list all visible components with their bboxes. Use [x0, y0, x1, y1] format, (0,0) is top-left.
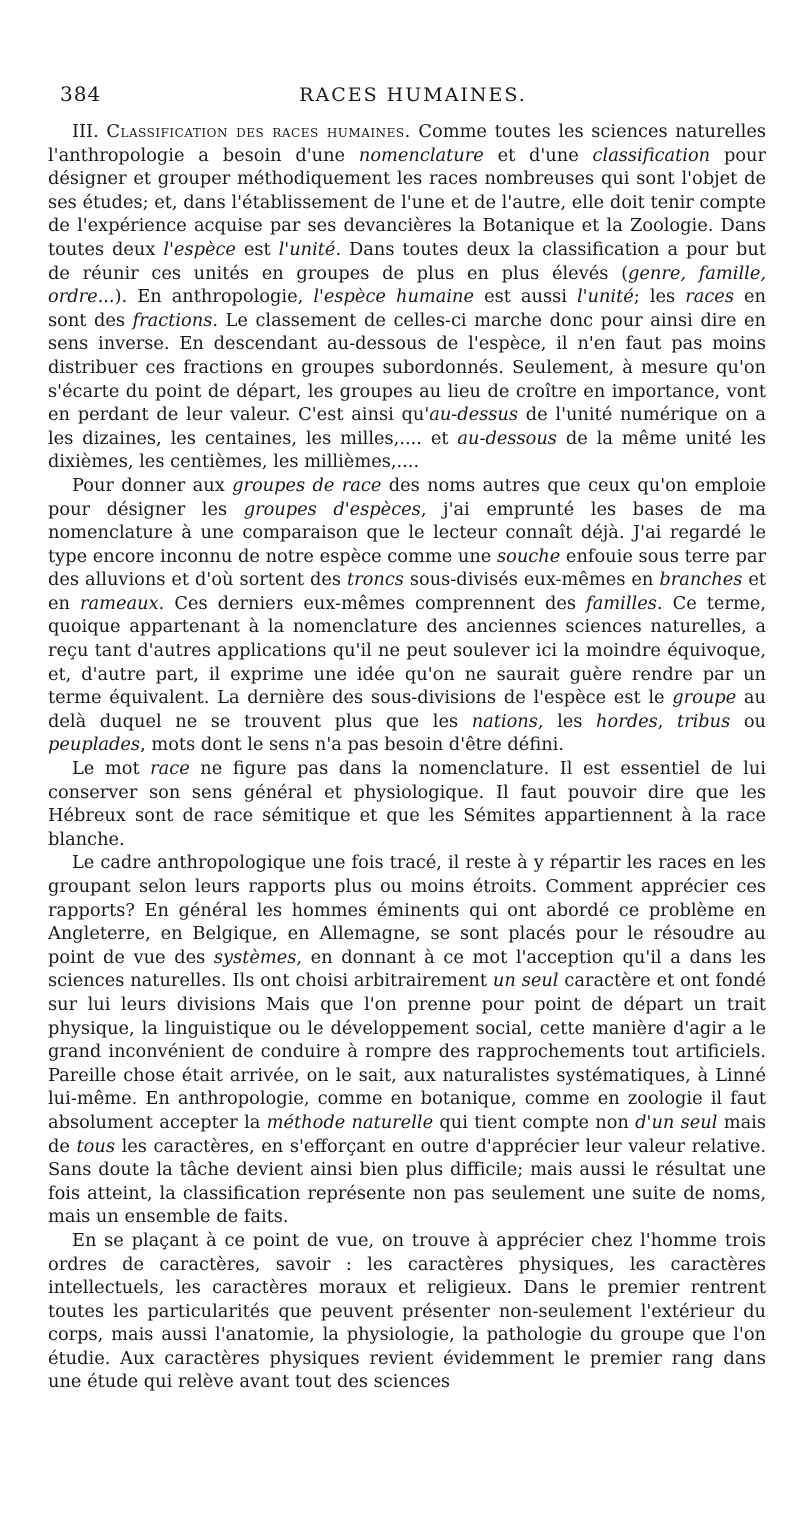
text-run: . Ces derniers eux-mêmes comprennent des [158, 592, 587, 614]
text-run: ne figure pas dans la nomenclature. Il est essentiel de lui conserver son sens général et physiologique. Il faut pouvoir dire que les Hébreux sont de race sémitique et que les Sémites appartiennent à la race blanche. [48, 758, 766, 850]
italic-text: hordes [596, 710, 658, 732]
text-run: , les [537, 710, 597, 732]
text-run: qui tient compte non [433, 1111, 636, 1133]
italic-text: groupes de race [232, 474, 382, 496]
text-run: des noms autres que ceux qu'on emploie pour désigner les [48, 474, 766, 520]
text-run: de la même unité les dixièmes, les centièmes, les millièmes,.... [48, 427, 766, 473]
paragraph [48, 757, 766, 851]
text-run: ). En anthropologie, [114, 286, 314, 308]
text-run: pour désigner et grouper méthodiquement les races nombreuses qui sont l'objet de ses études; et, dans l'établissement de l'une et de l'autre, elle doit tenir compte de l'expérience acquise par ses devancières la Botanique et la Zoologie. Dans toutes deux [48, 144, 766, 260]
italic-text: fractions [132, 309, 213, 331]
text-run: Comme toutes les sciences naturelles l'anthropologie a besoin d'une [48, 121, 766, 166]
text-run: Le cadre anthropologique une fois tracé, il reste à y répartir les races en les groupant selon leurs rapports plus ou moins étroits. Comment apprécier ces rapports? En général les hommes éminents qui ont abordé ce problème en Angleterre, en Belgique, en Allemagne, se sont placés pour le résoudre au point de vue des [48, 852, 766, 968]
italic-text: souche [497, 545, 561, 567]
italic-text: l'unité [576, 286, 634, 308]
section-number: III. [72, 121, 99, 142]
text-run: , [657, 710, 677, 732]
italic-text: groupe [672, 687, 737, 709]
text-run: les caractères, en s'efforçant en outre d'apprécier leur valeur relative. Sans doute la tâche devient ainsi bien plus difficile; mais aussi le résultat une fois atteint, la classification représente non pas seulement une suite de noms, mais un ensemble de faits. [48, 1135, 766, 1228]
page-number: 384 [60, 82, 102, 106]
italic-text: l'unité [278, 238, 336, 260]
running-head [60, 82, 766, 112]
italic-text: au-dessous [457, 427, 557, 449]
text-run: de l'unité numérique on a les dizaines, les centaines, les milles,.... et [48, 404, 766, 449]
italic-text: l'espèce humaine [313, 286, 475, 308]
text-run: , en donnant à ce mot l'acception qu'il a dans les sciences naturelles. Ils ont choisi arbitrairement [48, 946, 767, 992]
text-run: est aussi [474, 286, 577, 308]
text-run: ; les [633, 286, 686, 308]
paragraph [48, 851, 766, 1229]
text-run: sous-divisés eux-mêmes en [403, 569, 660, 591]
text-run: caractère et ont fondé sur lui leurs divisions Mais que l'on prenne pour point de départ un trait physique, la linguistique ou le développement social, cette manière d'agir a le grand inconvénient de conduire à rompre des rapprochements tout artificiels. Pareille chose était arrivée, on le sait, aux naturalistes systématiques, à Linné lui-même. En anthropologie, comme en botanique, comme en zoologie il faut absolument accepter la [48, 970, 766, 1133]
paragraph [48, 1229, 766, 1394]
text-run: enfouie sous terre par des alluvions et d'où sortent des [48, 545, 766, 591]
text-run: . Ce terme, quoique appartenant à la nomenclature des anciennes sciences naturelles, a reçu tant d'autres applications qu'il ne peut soulever ici la moindre équivoque, et, d'autre part, il exprime une idée qu'on ne saurait guère rendre par un terme équivalent. La dernière des sous-divisions de l'espèce est le [48, 592, 766, 709]
italic-text: l'espèce [163, 238, 236, 260]
italic-text: race [150, 758, 190, 780]
italic-text: nomenclature [358, 144, 484, 166]
italic-text: rameaux [80, 592, 159, 614]
italic-text: branches [659, 569, 743, 591]
italic-text: un seul [492, 970, 559, 992]
section-heading: Classification des races humaines. [106, 121, 411, 142]
body-text [48, 120, 766, 1394]
text-run: ou [730, 710, 767, 732]
italic-text: groupes d'espèces [243, 498, 421, 520]
text-run: En se plaçant à ce point de vue, on trouve à apprécier chez l'homme trois ordres de caractères, savoir : les caractères physiques, les caractères intellectuels, les caractères moraux et religieux. Dans le premier rentrent toutes les particularités que peuvent présenter non-seulement l'extérieur du corps, mais aussi l'anatomie, la physiologie, la pathologie du groupe que l'on étudie. Aux caractères physiques revient évidemment le premier rang dans une étude qui relève avant tout des sciences [48, 1229, 766, 1393]
text-run: Pour donner aux [72, 474, 233, 496]
text-run: . Le classement de celles-ci marche donc pour ainsi dire en sens inverse. En descendant au-dessous de l'espèce, il n'en faut pas moins distribuer ces fractions en groupes subordonnés. Seulement, à mesure qu'on s'écarte du point de départ, les groupes au lieu de croître en importance, vont en perdant de leur valeur. C'est ainsi qu' [48, 309, 766, 426]
italic-text: familles [586, 592, 657, 614]
text-run: , j'ai emprunté les bases de ma nomenclature à une comparaison que le lecteur connaît déjà. J'ai regardé le type encore inconnu de notre espèce comme une [48, 498, 766, 567]
italic-text: au-dessus [429, 404, 519, 426]
text-run: au delà duquel ne se trouvent plus que les [48, 687, 766, 732]
paragraph [48, 120, 766, 474]
paragraph [48, 474, 766, 757]
text-run: et d'une [483, 144, 593, 166]
text-run: , mots dont le sens n'a pas besoin d'être défini. [140, 734, 564, 756]
text-run: mais de [48, 1111, 766, 1157]
italic-text: méthode naturelle [266, 1111, 434, 1133]
italic-text: troncs [347, 569, 404, 591]
italic-text: classification [592, 144, 711, 166]
italic-text: tous [76, 1135, 115, 1157]
italic-text: nations [471, 710, 538, 732]
text-run: en sont des [48, 286, 766, 331]
text-run: et en [48, 569, 766, 614]
italic-text: tribus [676, 710, 731, 732]
running-title: RACES HUMAINES. [299, 84, 527, 106]
italic-text: systèmes [213, 946, 297, 968]
italic-text: peuplades [48, 734, 141, 756]
italic-text: d'un seul [635, 1111, 718, 1133]
text-run: . Dans toutes deux la classification a pour but de réunir ces unités en groupes de plus en plus élevés ( [48, 238, 766, 284]
italic-text: races [685, 286, 734, 308]
text-run: Le mot [72, 758, 151, 780]
text-run: est [235, 238, 279, 260]
italic-text: genre, famille, ordre... [48, 262, 767, 308]
